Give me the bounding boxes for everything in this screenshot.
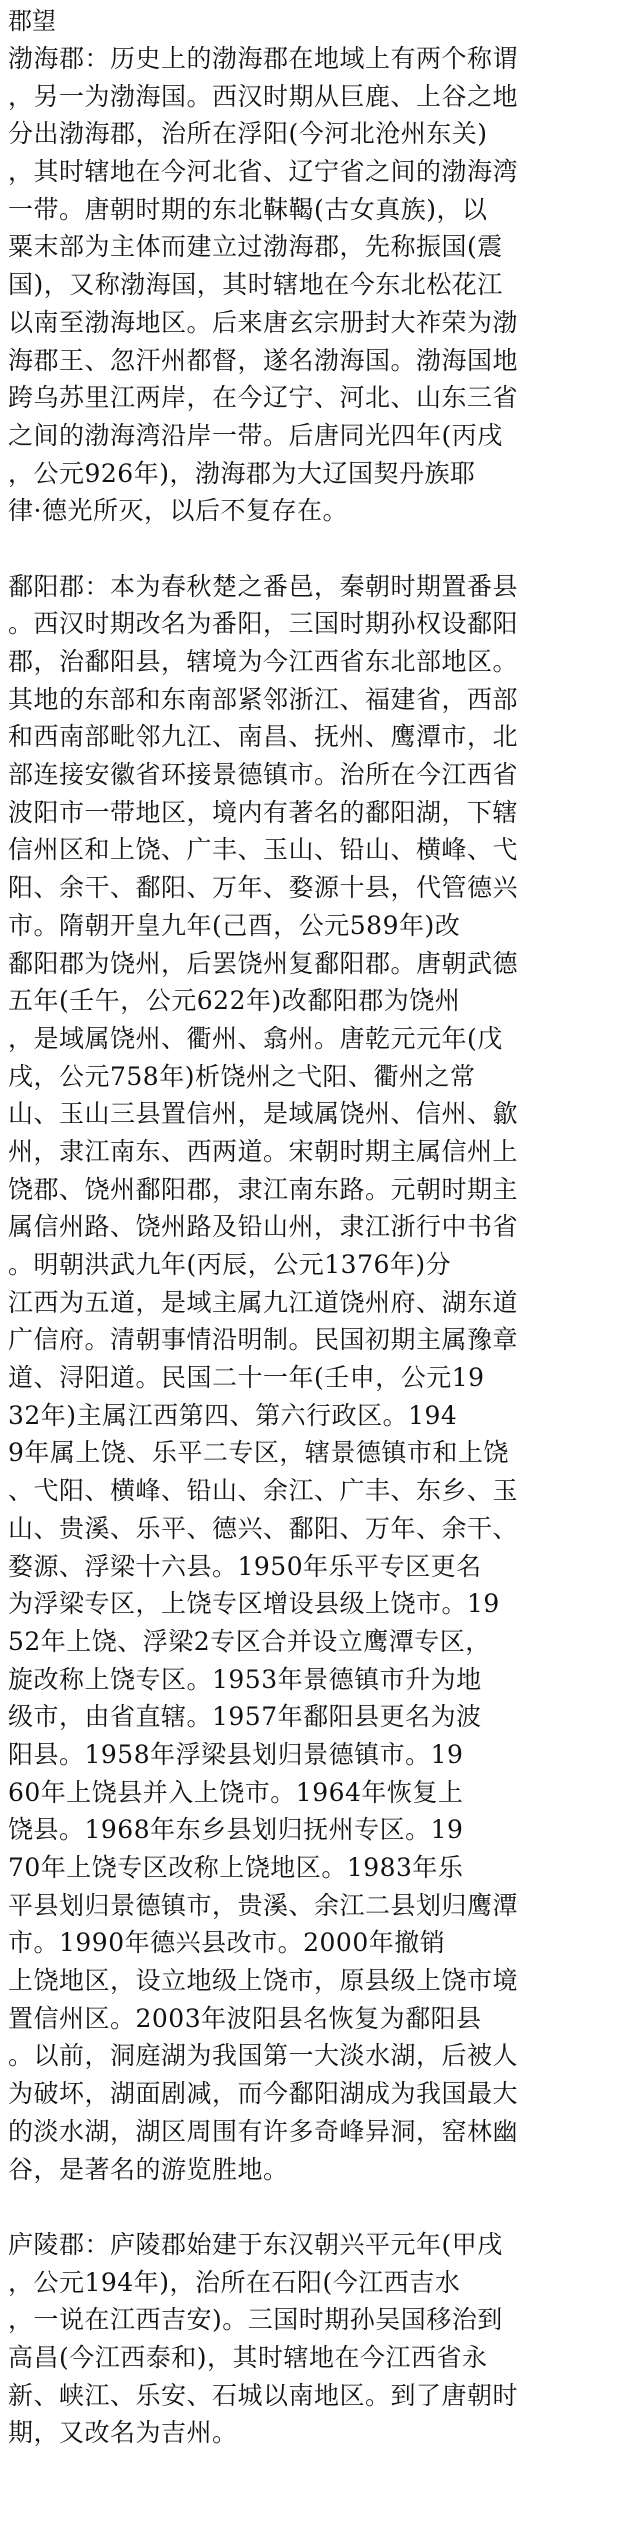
- paragraph-gap: [8, 2188, 632, 2226]
- document-page: [8, 2, 632, 2452]
- text-line: 江西为五道，是域主属九江道饶州府、湖东道: [8, 1287, 519, 1317]
- text-line: 置信州区。2003年波阳县名恢复为鄱阳县: [8, 2003, 482, 2033]
- text-line: 海郡王、忽汗州都督，遂名渤海国。渤海国地: [8, 345, 519, 375]
- text-line: 五年(壬午，公元622年)改鄱阳郡为饶州: [8, 986, 461, 1016]
- text-line: 渤海郡：历史上的渤海郡在地域上有两个称谓: [8, 44, 519, 73]
- text-line: 分出渤海郡，治所在浮阳(今河北沧州东关): [8, 119, 488, 149]
- text-line: 级市，由省直辖。1957年鄱阳县更名为波: [8, 1702, 482, 1732]
- entries-list: [8, 40, 632, 2452]
- text-line: 52年上饶、浮梁2专区合并设立鹰潭专区，: [8, 1626, 491, 1656]
- text-line: 广信府。清朝事情沿明制。民国初期主属豫章: [8, 1325, 519, 1355]
- entry-2: [8, 568, 632, 2189]
- text-line: 60年上饶县并入上饶市。1964年恢复上: [8, 1777, 464, 1807]
- text-line: 谷，是著名的游览胜地。: [8, 2154, 289, 2184]
- text-line: 跨乌苏里江两岸，在今辽宁、河北、山东三省: [8, 383, 519, 413]
- paragraph-gap: [8, 530, 632, 568]
- page-title: 郡望: [8, 7, 56, 35]
- text-line: 律·德光所灭，以后不复存在。: [8, 496, 348, 526]
- text-line: 9年属上饶、乐平二专区，辖景德镇市和上饶: [8, 1438, 509, 1468]
- text-line: ，公元194年)，治所在石阳(今江西吉水: [8, 2267, 461, 2297]
- text-line: 32年)主属江西第四、第六行政区。194: [8, 1400, 458, 1430]
- text-line: 庐陵郡：庐陵郡始建于东汉朝兴平元年(甲戌: [8, 2229, 503, 2259]
- text-line: 70年上饶专区改称上饶地区。1983年乐: [8, 1853, 464, 1882]
- text-line: 鄱阳郡：本为春秋楚之番邑，秦朝时期置番县: [8, 571, 519, 601]
- text-line: 戌，公元758年)析饶州之弋阳、衢州之常: [8, 1061, 476, 1091]
- text-line: 信州区和上饶、广丰、玉山、铅山、横峰、弋: [8, 835, 519, 865]
- text-line: 市。隋朝开皇九年(己酉，公元589年)改: [8, 910, 461, 940]
- text-line: 部连接安徽省环接景德镇市。治所在今江西省: [8, 760, 519, 790]
- text-line: 和西南部毗邻九江、南昌、抚州、鹰潭市，北: [8, 722, 519, 752]
- text-line: 高昌(今江西泰和)，其时辖地在今江西省永: [8, 2342, 488, 2372]
- text-line: 为破坏，湖面剧减，而今鄱阳湖成为我国最大: [8, 2079, 519, 2109]
- text-line: 波阳市一带地区，境内有著名的鄱阳湖，下辖: [8, 797, 519, 827]
- text-line: 为浮梁专区，上饶专区增设县级上饶市。19: [8, 1589, 500, 1619]
- text-line: 一带。唐朝时期的东北靺鞨(古女真族)，以: [8, 194, 488, 224]
- text-line: 市。1990年德兴县改市。2000年撤销: [8, 1928, 446, 1958]
- text-line: 上饶地区，设立地级上饶市，原县级上饶市境: [8, 1966, 519, 1996]
- text-line: 。以前，洞庭湖为我国第一大淡水湖，后被人: [8, 2041, 519, 2071]
- text-line: ，是域属饶州、衢州、翕州。唐乾元元年(戊: [8, 1023, 503, 1053]
- text-line: ，公元926年)，渤海郡为大辽国契丹族耶: [8, 458, 476, 488]
- text-line: 新、峡江、乐安、石城以南地区。到了唐朝时: [8, 2380, 519, 2410]
- text-line: ，另一为渤海国。西汉时期从巨鹿、上谷之地: [8, 81, 519, 111]
- text-line: 旋改称上饶专区。1953年景德镇市升为地: [8, 1664, 482, 1694]
- entry-1: [8, 40, 632, 530]
- text-line: 。明朝洪武九年(丙辰，公元1376年)分: [8, 1250, 452, 1279]
- text-line: 以南至渤海地区。后来唐玄宗册封大祚荣为渤: [8, 307, 519, 337]
- text-line: ，一说在江西吉安)。三国时期孙吴国移治到: [8, 2305, 503, 2335]
- text-line: 阳县。1958年浮梁县划归景德镇市。19: [8, 1739, 464, 1769]
- text-line: 属信州路、饶州路及铅山州，隶江浙行中书省: [8, 1212, 519, 1242]
- text-line: 粟末部为主体而建立过渤海郡，先称振国(震: [8, 232, 503, 262]
- text-line: 、弋阳、横峰、铅山、余江、广丰、东乡、玉: [8, 1476, 519, 1506]
- text-line: 国)，又称渤海国，其时辖地在今东北松花江: [8, 270, 503, 300]
- text-line: 之间的渤海湾沿岸一带。后唐同光四年(丙戌: [8, 420, 503, 450]
- text-line: 阳、余干、鄱阳、万年、婺源十县，代管德兴: [8, 873, 519, 903]
- text-line: 婺源、浮梁十六县。1950年乐平专区更名: [8, 1551, 482, 1581]
- text-line: 。西汉时期改名为番阳，三国时期孙权设鄱阳: [8, 609, 519, 639]
- text-line: 饶郡、饶州鄱阳郡，隶江南东路。元朝时期主: [8, 1174, 519, 1204]
- text-line: 饶县。1968年东乡县划归抚州专区。19: [8, 1815, 464, 1845]
- text-line: 其地的东部和东南部紧邻浙江、福建省，西部: [8, 684, 519, 714]
- text-line: 山、玉山三县置信州，是域属饶州、信州、歙: [8, 1099, 519, 1129]
- entry-3: [8, 2226, 632, 2452]
- text-line: 平县划归景德镇市，贵溪、余江二县划归鹰潭: [8, 1890, 519, 1920]
- text-line: 期，又改名为吉州。: [8, 2418, 238, 2448]
- text-line: ，其时辖地在今河北省、辽宁省之间的渤海湾: [8, 157, 519, 187]
- text-line: 州，隶江南东、西两道。宋朝时期主属信州上: [8, 1136, 519, 1166]
- text-line: 山、贵溪、乐平、德兴、鄱阳、万年、余干、: [8, 1513, 519, 1543]
- text-line: 郡，治鄱阳县，辖境为今江西省东北部地区。: [8, 647, 519, 676]
- text-line: 鄱阳郡为饶州，后罢饶州复鄱阳郡。唐朝武德: [8, 948, 519, 978]
- text-line: 道、浔阳道。民国二十一年(壬申，公元19: [8, 1363, 485, 1393]
- text-line: 的淡水湖，湖区周围有许多奇峰异洞，窑林幽: [8, 2116, 519, 2146]
